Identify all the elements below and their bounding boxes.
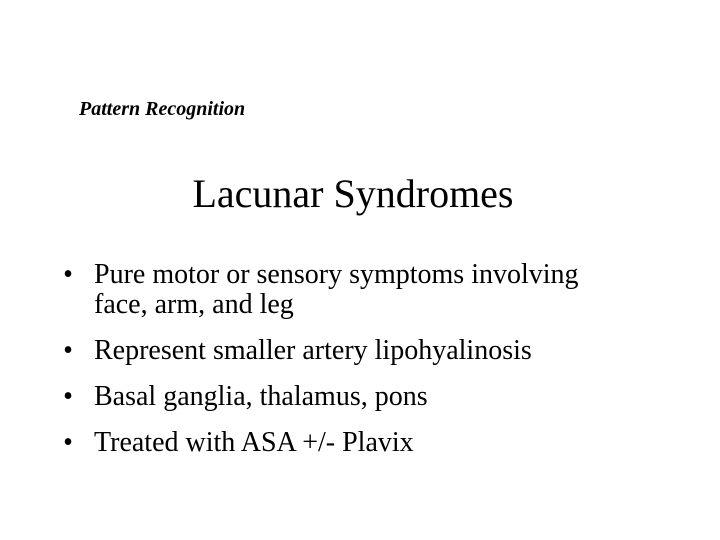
- bullet-text: [94, 428, 698, 458]
- bullet-line: Basal ganglia, thalamus, pons: [94, 381, 428, 412]
- slide-title: Lacunar Syndromes: [192, 171, 514, 216]
- bullet-line: face, arm, and leg: [94, 289, 294, 320]
- bullet-dot-icon: •: [63, 335, 73, 366]
- bullet-text: [94, 382, 698, 412]
- bullet-dot-icon: •: [63, 381, 73, 412]
- bullet-line: Treated with ASA +/- Plavix: [94, 427, 414, 458]
- bullet-text: [94, 260, 698, 320]
- bullet-dot-icon: •: [63, 427, 73, 458]
- bullet-item: [58, 428, 698, 458]
- bullet-text: [94, 336, 698, 366]
- bullet-item: [58, 336, 698, 366]
- bullet-line: Represent smaller artery lipohyalinosis: [94, 335, 532, 366]
- bullet-item: [58, 382, 698, 412]
- bullet-item: [58, 260, 698, 320]
- bullet-list: [58, 260, 698, 474]
- bullet-line: Pure motor or sensory symptoms involving: [94, 259, 579, 290]
- slide-subtitle: Pattern Recognition: [79, 98, 246, 120]
- bullet-dot-icon: •: [63, 259, 73, 290]
